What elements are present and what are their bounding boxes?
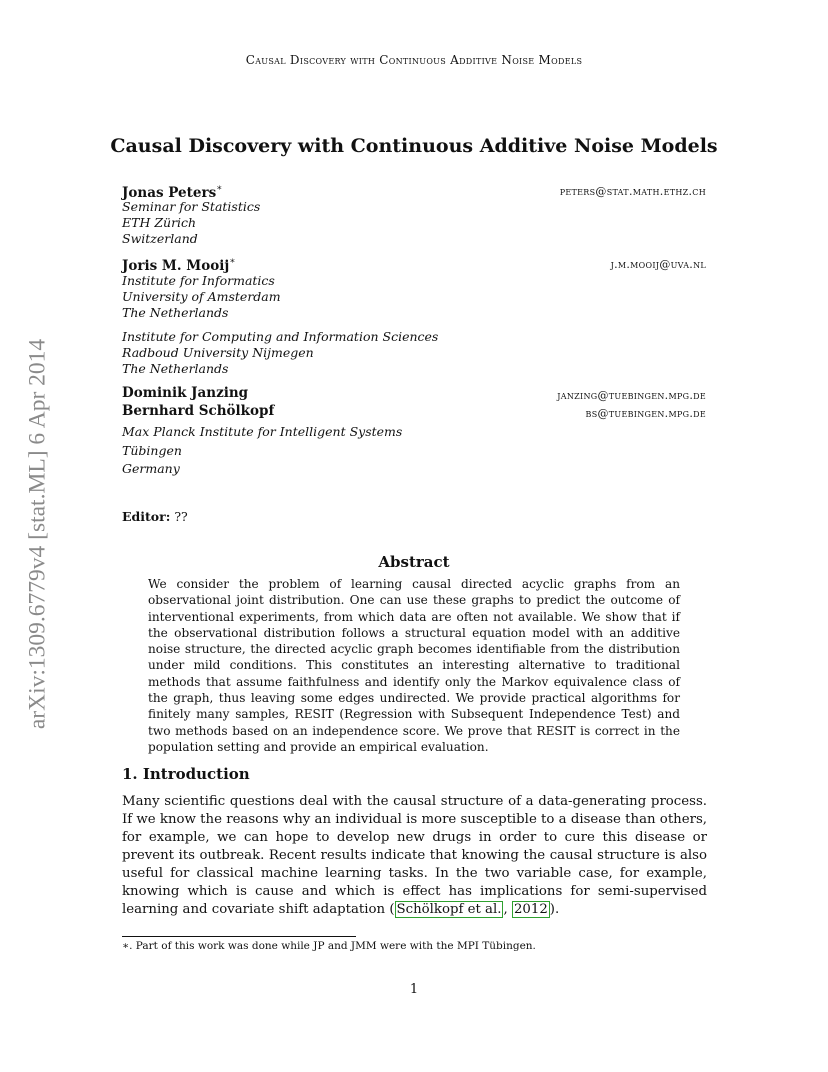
editor-label: Editor: (122, 509, 171, 524)
author-name: Joris M. Mooij (122, 258, 230, 274)
affiliation-line: Institute for Computing and Information Sciences (122, 329, 439, 344)
affiliation-line: The Netherlands (122, 305, 229, 320)
author-name: Jonas Peters (122, 185, 217, 201)
paper-title: Causal Discovery with Continuous Additive Noise Models (110, 135, 718, 157)
author-name-janzing: Dominik Janzing (122, 385, 249, 401)
affiliation-line: Tübingen (122, 442, 182, 458)
footnote-rule (122, 936, 356, 937)
affiliation-line: ETH Zürich (122, 215, 197, 230)
section-paragraph: Many scientific questions deal with the causal structure of a data-generating process. If we know the reasons why an individual is more susceptible to a disease than others, for example, we can hope to develop new drugs in order to cure this disease or prevent its outbreak. Recent results indicate that knowing the causal structure is also useful for classical machine learning tasks. In the two variable case, for example, knowing which is cause and which is effect has implications for semi-supervised learning and covariate shift adaptation (122, 794, 707, 917)
author-affiliation (122, 199, 260, 247)
author-mark: ∗ (229, 256, 236, 267)
affiliation-line: Switzerland (122, 231, 198, 246)
affiliation-line: University of Amsterdam (122, 289, 281, 304)
author-affiliation (122, 423, 402, 479)
citation-open: ( (389, 902, 395, 917)
author-email[interactable]: j.m.mooij@uva.nl (610, 258, 706, 271)
author-email[interactable]: peters@stat.math.ethz.ch (559, 185, 706, 198)
arxiv-stamp: arXiv:1309.6779v4 [stat.ML] 6 Apr 2014 (24, 338, 51, 730)
abstract-heading: Abstract (378, 553, 450, 571)
affiliation-line: Max Planck Institute for Intelligent Systems (122, 424, 403, 439)
page-number: 1 (409, 982, 419, 997)
citation-sep: , (503, 902, 512, 917)
author-affiliation (122, 273, 281, 321)
section-heading: 1. Introduction (122, 765, 250, 783)
author-email[interactable]: bs@tuebingen.mpg.de (585, 407, 706, 420)
editor-line (122, 509, 188, 524)
citation-close: ). (549, 902, 560, 917)
section-text (122, 793, 707, 919)
author-mark: ∗ (216, 183, 223, 194)
affiliation-line: Seminar for Statistics (122, 199, 261, 214)
affiliation-line: Germany (122, 461, 180, 476)
author-name-schoelkopf: Bernhard Schölkopf (122, 403, 275, 419)
affiliation-line: The Netherlands (122, 361, 229, 376)
running-head: Causal Discovery with Continuous Additive Noise Models (245, 53, 583, 67)
abstract-text: We consider the problem of learning causal directed acyclic graphs from an observational joint distribution. One can use these graphs to predict the outcome of interventional experiments, from which data are often not available. We show that if the observational distribution follows a structural equation model with an additive noise structure, the directed acyclic graph becomes identifiable from the distribution under mild conditions. This constitutes an interesting alternative to traditional methods that assume faithfulness and identify only the Markov equivalence class of the graph, thus leaving some edges undirected. We provide practical algorithms for finitely many samples, RESIT (Regression with Subsequent Independence Test) and two methods based on an independence score. We prove that RESIT is correct in the population setting and provide an empirical evaluation. (148, 577, 680, 754)
author-block-mooij (122, 255, 235, 274)
citation-year-link[interactable]: 2012 (513, 902, 548, 917)
citation-link[interactable]: Schölkopf et al. (396, 902, 502, 917)
editor-value: ?? (174, 509, 188, 524)
affiliation-line: Institute for Informatics (122, 273, 275, 288)
affiliation-line: Radboud University Nijmegen (122, 345, 314, 360)
footnote: ∗. Part of this work was done while JP and JMM were with the MPI Tübingen. (122, 940, 536, 952)
author-email[interactable]: janzing@tuebingen.mpg.de (557, 389, 706, 402)
author-affiliation-2 (122, 329, 438, 377)
